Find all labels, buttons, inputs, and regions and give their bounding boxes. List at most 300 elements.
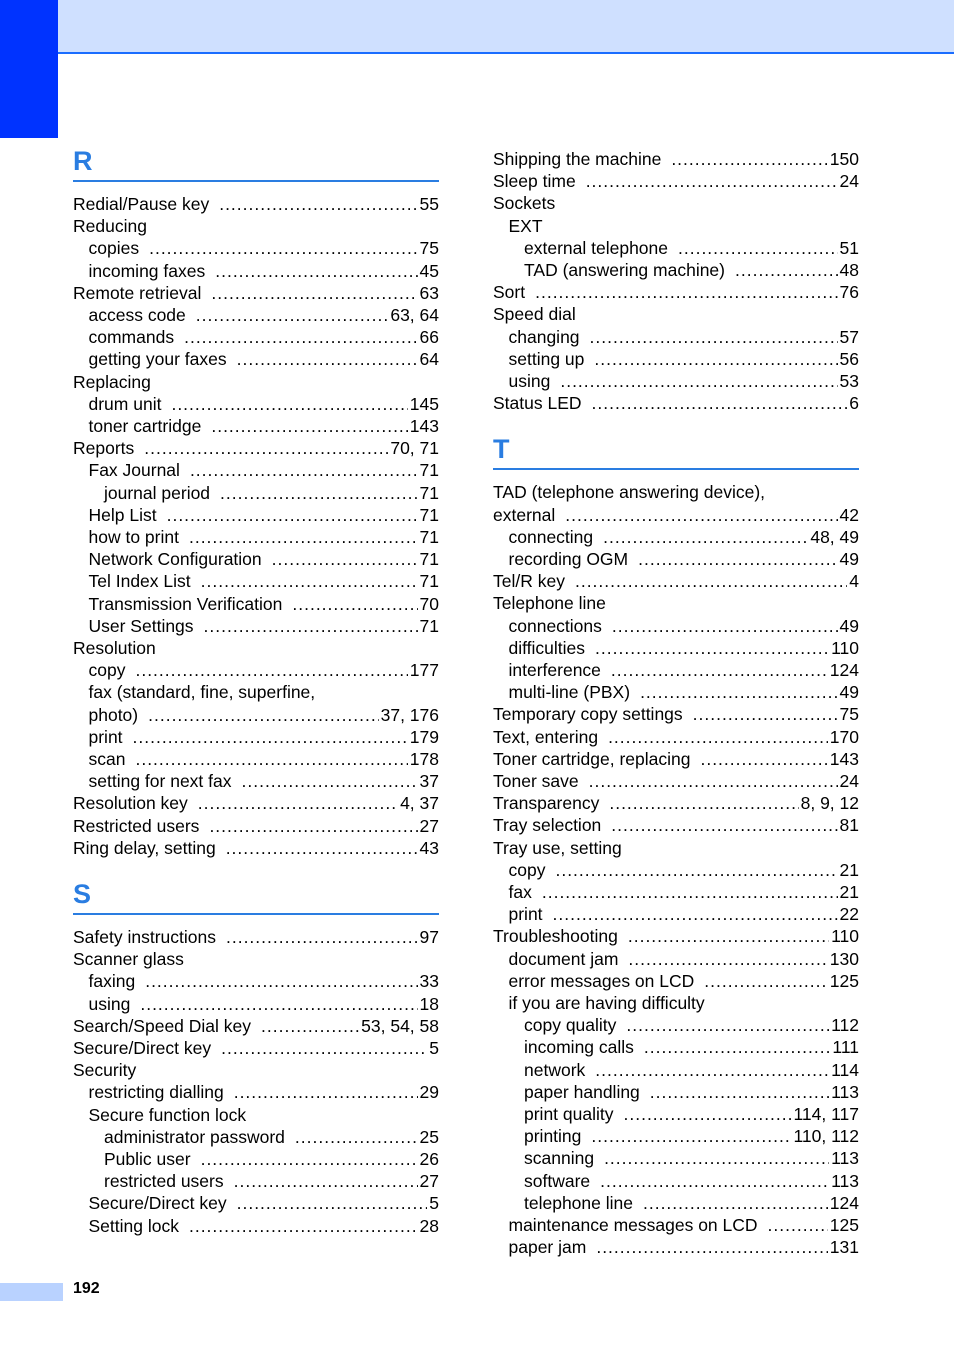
index-term: Temporary copy settings	[493, 704, 683, 725]
dot-leader	[650, 1081, 829, 1103]
index-entry	[73, 459, 439, 481]
index-page-ref[interactable]: 71	[419, 460, 439, 481]
index-term: EXT	[508, 215, 543, 236]
index-entry	[73, 282, 439, 304]
dot-leader	[609, 792, 798, 814]
index-page-ref[interactable]: 29	[419, 1082, 439, 1103]
index-entry	[73, 371, 439, 393]
index-page-ref[interactable]: 178	[409, 749, 439, 769]
index-page-ref[interactable]: 63, 64	[390, 305, 439, 325]
index-entry	[493, 370, 859, 392]
index-term: Resolution key	[73, 793, 188, 814]
index-entry	[493, 792, 859, 814]
index-page-ref[interactable]: 71	[419, 549, 439, 570]
index-term: copy quality	[524, 1015, 617, 1036]
index-page-ref[interactable]: 22	[839, 904, 859, 925]
index-term: Shipping the machine	[493, 149, 662, 169]
dot-leader	[292, 593, 417, 615]
dot-leader	[626, 1014, 829, 1036]
dot-leader	[149, 237, 417, 259]
dot-leader	[604, 1147, 829, 1169]
index-page-ref[interactable]: 170	[829, 726, 859, 747]
index-page-ref[interactable]: 125	[829, 1215, 859, 1235]
dot-leader	[167, 504, 418, 526]
section-letter-r: R	[73, 146, 93, 176]
index-term: getting your faxes	[88, 349, 227, 370]
index-entry	[493, 703, 859, 725]
index-page-ref[interactable]: 49	[839, 682, 859, 703]
index-term: fax	[508, 882, 532, 902]
index-term: Tray selection	[493, 815, 602, 836]
index-term: Secure function lock	[88, 1104, 247, 1125]
index-page-ref[interactable]: 114	[831, 1059, 859, 1080]
index-entry	[493, 1214, 859, 1236]
dot-leader	[608, 726, 828, 748]
dot-leader	[700, 748, 827, 770]
index-term: TAD (answering machine)	[524, 260, 725, 280]
dot-leader	[211, 415, 407, 437]
dot-leader	[640, 681, 837, 703]
index-term: photo)	[88, 704, 139, 725]
index-page-ref[interactable]: 131	[829, 1237, 859, 1258]
dot-leader	[553, 903, 838, 925]
dot-leader	[565, 504, 837, 526]
section-divider	[73, 180, 439, 182]
index-page-ref[interactable]: 27	[419, 1171, 439, 1192]
dot-leader	[693, 703, 838, 725]
index-term: Security	[73, 1060, 137, 1081]
index-entry	[493, 237, 859, 259]
index-page-ref[interactable]: 28	[419, 1215, 439, 1236]
index-page-ref[interactable]: 113	[831, 1148, 859, 1169]
index-entry	[493, 837, 859, 859]
index-entry	[73, 1104, 439, 1126]
index-entry	[493, 326, 859, 348]
dot-leader	[603, 526, 808, 548]
index-page-ref[interactable]: 25	[419, 1126, 439, 1147]
dot-leader	[237, 348, 418, 370]
index-entry	[73, 1192, 439, 1214]
index-term: Toner cartridge, replacing	[493, 748, 691, 769]
index-entry	[493, 259, 859, 281]
index-entry	[73, 993, 439, 1015]
index-term: interference	[508, 660, 601, 680]
index-page-ref[interactable]: 97	[419, 927, 439, 947]
index-entry	[73, 1015, 439, 1037]
index-term: Sort	[493, 282, 526, 303]
index-page-ref[interactable]: 51	[839, 237, 859, 258]
index-entry	[493, 592, 859, 614]
index-page-ref[interactable]: 113	[831, 1081, 859, 1102]
index-page-ref[interactable]: 37, 176	[380, 704, 439, 725]
index-term: software	[524, 1170, 591, 1191]
index-term: print	[508, 904, 543, 925]
index-entry	[493, 814, 859, 836]
index-entry	[493, 1125, 859, 1147]
index-entry	[73, 526, 439, 548]
index-page-ref[interactable]: 150	[829, 149, 859, 169]
index-term: User Settings	[88, 615, 194, 636]
index-page-ref[interactable]: 55	[419, 194, 439, 214]
index-term: connecting	[508, 526, 594, 547]
index-term: restricting dialling	[88, 1082, 224, 1103]
index-page-ref[interactable]: 111	[832, 1037, 859, 1058]
index-entry	[493, 281, 859, 303]
index-entry	[73, 792, 439, 814]
index-entry	[493, 948, 859, 970]
index-page-ref[interactable]: 113	[831, 1170, 859, 1191]
index-page-ref[interactable]: 143	[829, 748, 859, 769]
dot-leader	[215, 260, 417, 282]
index-entry	[493, 859, 859, 881]
index-page-ref[interactable]: 177	[409, 660, 439, 681]
dot-leader	[221, 1037, 427, 1059]
index-page-ref[interactable]: 49	[839, 615, 859, 636]
index-page-ref[interactable]: 42	[839, 504, 859, 525]
dot-leader	[242, 770, 418, 792]
index-entry	[493, 1147, 859, 1169]
index-entry	[73, 482, 439, 504]
index-page-ref[interactable]: 71	[419, 615, 439, 636]
index-term: Safety instructions	[73, 927, 216, 947]
index-term: Tel Index List	[88, 571, 191, 592]
dot-leader	[624, 1103, 792, 1125]
index-entry	[73, 1037, 439, 1059]
index-term: Secure/Direct key	[73, 1038, 212, 1058]
index-page-ref[interactable]: 70, 71	[390, 438, 439, 459]
index-entry	[493, 1081, 859, 1103]
index-term: Scanner glass	[73, 949, 184, 970]
dot-leader	[628, 948, 827, 970]
index-entry	[73, 260, 439, 282]
index-term: Ring delay, setting	[73, 837, 216, 858]
top-header-band	[0, 0, 954, 54]
index-entry	[73, 704, 439, 726]
index-page-ref[interactable]: 125	[829, 970, 859, 991]
index-entry	[73, 637, 439, 659]
index-term: Sleep time	[493, 171, 576, 192]
index-page-ref[interactable]: 53, 54, 58	[361, 1015, 439, 1036]
index-page-ref[interactable]: 57	[839, 326, 859, 347]
index-term: document jam	[508, 948, 619, 969]
index-entry	[493, 303, 859, 325]
index-page-ref[interactable]: 114, 117	[793, 1104, 859, 1124]
dot-leader	[148, 704, 378, 726]
index-entry	[493, 970, 859, 992]
index-entry	[73, 970, 439, 992]
index-term: telephone line	[524, 1192, 633, 1213]
index-page-ref[interactable]: 18	[419, 993, 439, 1014]
index-entry	[73, 837, 439, 859]
index-term: using	[88, 993, 131, 1014]
index-page-ref[interactable]: 75	[839, 704, 859, 725]
index-entry	[73, 548, 439, 570]
index-page-ref[interactable]: 143	[409, 416, 439, 436]
index-entry	[493, 170, 859, 192]
index-page-ref[interactable]: 21	[839, 882, 859, 902]
index-term: changing	[508, 326, 580, 347]
index-term: Status LED	[493, 393, 582, 414]
index-page-ref[interactable]: 26	[419, 1149, 439, 1169]
index-term: journal period	[104, 482, 211, 503]
dot-leader	[237, 1192, 428, 1214]
index-entry	[493, 526, 859, 548]
index-term: error messages on LCD	[508, 970, 695, 991]
index-page-ref[interactable]: 4	[849, 571, 859, 592]
index-term: copy	[88, 660, 126, 681]
index-entry	[493, 392, 859, 414]
index-entry	[73, 570, 439, 592]
index-page-ref[interactable]: 5	[429, 1193, 439, 1214]
index-page-ref[interactable]: 24	[839, 171, 859, 192]
section-divider	[73, 913, 439, 915]
index-term: recording OGM	[508, 549, 629, 569]
dot-leader	[261, 1015, 359, 1037]
index-page-ref[interactable]: 48, 49	[810, 526, 859, 547]
index-term: Transparency	[493, 793, 600, 814]
index-page-ref[interactable]: 75	[419, 238, 439, 259]
dot-leader	[184, 326, 417, 348]
index-entry	[73, 726, 439, 748]
index-entry	[73, 1081, 439, 1103]
dot-leader	[612, 615, 838, 637]
dot-leader	[595, 1059, 829, 1081]
index-page-ref[interactable]: 110	[831, 637, 859, 658]
index-entry	[73, 415, 439, 437]
index-term: using	[508, 371, 551, 391]
index-page-ref[interactable]: 71	[419, 571, 439, 592]
index-entry	[73, 1148, 439, 1170]
dot-leader	[220, 482, 417, 504]
index-term: Help List	[88, 504, 157, 525]
index-page-ref[interactable]: 66	[419, 327, 439, 348]
index-page-ref[interactable]: 81	[839, 815, 859, 836]
index-entry	[493, 148, 859, 170]
index-page-ref[interactable]: 124	[829, 660, 859, 680]
dot-leader	[135, 659, 407, 681]
dot-leader	[555, 859, 837, 881]
index-term: Setting lock	[88, 1215, 179, 1236]
index-page-ref[interactable]: 48	[839, 260, 859, 280]
index-term: drum unit	[88, 393, 162, 414]
index-term: paper jam	[508, 1237, 587, 1258]
index-entry	[493, 1236, 859, 1258]
dot-leader	[671, 148, 827, 170]
index-page-ref[interactable]: 43	[419, 837, 439, 858]
dot-leader	[190, 459, 418, 481]
index-term: copies	[88, 238, 140, 259]
index-entry	[493, 748, 859, 770]
index-entry	[73, 437, 439, 459]
index-page-ref[interactable]: 21	[839, 859, 859, 880]
index-entry	[493, 504, 859, 526]
index-term: setting for next fax	[88, 771, 232, 792]
index-page-ref[interactable]: 27	[419, 815, 439, 836]
index-entry	[493, 348, 859, 370]
index-page-ref[interactable]: 71	[419, 527, 439, 547]
index-term: Toner save	[493, 771, 579, 791]
index-page-ref[interactable]: 33	[419, 971, 439, 992]
dot-leader	[589, 770, 838, 792]
index-term: Troubleshooting	[493, 926, 618, 947]
index-entry	[493, 903, 859, 925]
index-entry	[73, 748, 439, 770]
dot-leader	[226, 926, 418, 948]
index-page-ref[interactable]: 6	[849, 393, 859, 414]
index-term: how to print	[88, 527, 179, 547]
index-term: maintenance messages on LCD	[508, 1215, 758, 1235]
index-page-ref[interactable]: 53	[839, 371, 859, 391]
index-page-ref[interactable]: 112	[831, 1015, 859, 1036]
index-entry	[493, 681, 859, 703]
dot-leader	[590, 326, 838, 348]
index-term: printing	[524, 1126, 582, 1147]
index-term: multi-line (PBX)	[508, 682, 631, 703]
index-entry	[73, 770, 439, 792]
dot-leader	[644, 1036, 830, 1058]
index-page-ref[interactable]: 24	[839, 771, 859, 791]
index-term: Tray use, setting	[493, 837, 622, 858]
dot-leader	[145, 970, 417, 992]
index-page-ref[interactable]: 179	[409, 726, 439, 747]
index-term: Text, entering	[493, 726, 599, 747]
dot-leader	[135, 748, 407, 770]
index-page-ref[interactable]: 130	[829, 948, 859, 969]
index-page-ref[interactable]: 110, 112	[793, 1126, 859, 1147]
dot-leader	[575, 570, 847, 592]
index-entry	[493, 881, 859, 903]
index-term: fax (standard, fine, superfine,	[88, 682, 316, 703]
index-term: Transmission Verification	[88, 593, 283, 614]
index-page-ref[interactable]: 71	[419, 482, 439, 503]
dot-leader	[596, 1236, 827, 1258]
dot-leader	[542, 881, 838, 903]
index-entry	[73, 659, 439, 681]
index-term: Reports	[73, 438, 135, 459]
index-term: restricted users	[104, 1171, 224, 1192]
index-entry	[73, 326, 439, 348]
index-entry	[493, 1170, 859, 1192]
index-term: Restricted users	[73, 815, 200, 836]
index-term: faxing	[88, 971, 136, 992]
index-entry	[493, 570, 859, 592]
dot-leader	[196, 304, 389, 326]
index-term: access code	[88, 305, 186, 325]
index-page-ref[interactable]: 8, 9, 12	[800, 793, 859, 814]
index-term: Sockets	[493, 193, 556, 214]
index-page-ref[interactable]: 56	[839, 348, 859, 369]
dot-leader	[234, 1081, 418, 1103]
index-entry	[493, 726, 859, 748]
page-number-band	[0, 1283, 63, 1301]
dot-leader	[201, 1148, 418, 1170]
dot-leader	[594, 348, 837, 370]
dot-leader	[234, 1170, 418, 1192]
index-term: administrator password	[104, 1126, 285, 1147]
dot-leader	[140, 993, 417, 1015]
index-page-ref[interactable]: 37	[419, 771, 439, 792]
dot-leader	[735, 259, 838, 281]
index-term: Secure/Direct key	[88, 1193, 227, 1214]
index-entry	[73, 237, 439, 259]
index-page-ref[interactable]: 49	[839, 549, 859, 569]
index-term: toner cartridge	[88, 416, 202, 436]
index-entry	[73, 1170, 439, 1192]
index-entry	[73, 948, 439, 970]
dot-leader	[171, 393, 407, 415]
index-entry	[73, 1126, 439, 1148]
dot-leader	[204, 615, 418, 637]
index-page-ref[interactable]: 5	[429, 1038, 439, 1058]
index-entry	[493, 481, 859, 503]
index-term: Remote retrieval	[73, 282, 202, 303]
index-term: print quality	[524, 1104, 614, 1124]
dot-leader	[198, 792, 398, 814]
index-term: difficulties	[508, 637, 586, 658]
dot-leader	[592, 392, 848, 414]
index-term: copy	[508, 859, 546, 880]
index-term: Search/Speed Dial key	[73, 1015, 252, 1036]
index-page-ref[interactable]: 63	[419, 282, 439, 303]
index-page-ref[interactable]: 64	[419, 349, 439, 370]
dot-leader	[586, 170, 838, 192]
index-page-ref[interactable]: 70	[419, 593, 439, 614]
index-entry	[73, 593, 439, 615]
dot-leader	[226, 837, 418, 859]
index-entry	[73, 1059, 439, 1081]
index-page-ref[interactable]: 110	[831, 926, 859, 947]
index-page-ref[interactable]: 124	[829, 1192, 859, 1213]
page-number: 192	[73, 1280, 100, 1297]
index-page-ref[interactable]: 45	[419, 260, 439, 281]
index-term: paper handling	[524, 1081, 640, 1102]
index-entry	[493, 1103, 859, 1125]
section-letter-t: T	[493, 434, 510, 465]
index-page-ref[interactable]: 76	[839, 282, 859, 303]
index-entry	[73, 681, 439, 703]
dot-leader	[704, 970, 828, 992]
dot-leader	[591, 1125, 791, 1147]
index-term: TAD (telephone answering device),	[493, 482, 766, 503]
dot-leader	[133, 726, 408, 748]
index-term: incoming calls	[524, 1037, 634, 1058]
index-term: external telephone	[524, 237, 668, 258]
index-page-ref[interactable]: 145	[409, 393, 439, 414]
dot-leader	[189, 1215, 418, 1237]
index-page-ref[interactable]: 4, 37	[400, 793, 439, 814]
dot-leader	[189, 526, 418, 548]
index-entry	[73, 304, 439, 326]
dot-leader	[295, 1126, 418, 1148]
index-term: Tel/R key	[493, 571, 565, 592]
index-entry	[73, 615, 439, 637]
dot-leader	[219, 193, 417, 215]
index-entry	[493, 992, 859, 1014]
index-entry	[493, 1192, 859, 1214]
index-term: external	[493, 504, 556, 525]
index-entry	[493, 770, 859, 792]
index-entry	[73, 215, 439, 237]
dot-leader	[678, 237, 838, 259]
index-entry	[493, 659, 859, 681]
index-term: if you are having difficulty	[508, 993, 705, 1013]
dot-leader	[638, 548, 837, 570]
chapter-corner-tab	[0, 0, 58, 138]
index-term: Public user	[104, 1149, 191, 1169]
dot-leader	[611, 659, 828, 681]
index-term: print	[88, 726, 123, 747]
index-page-ref[interactable]: 71	[419, 504, 439, 525]
